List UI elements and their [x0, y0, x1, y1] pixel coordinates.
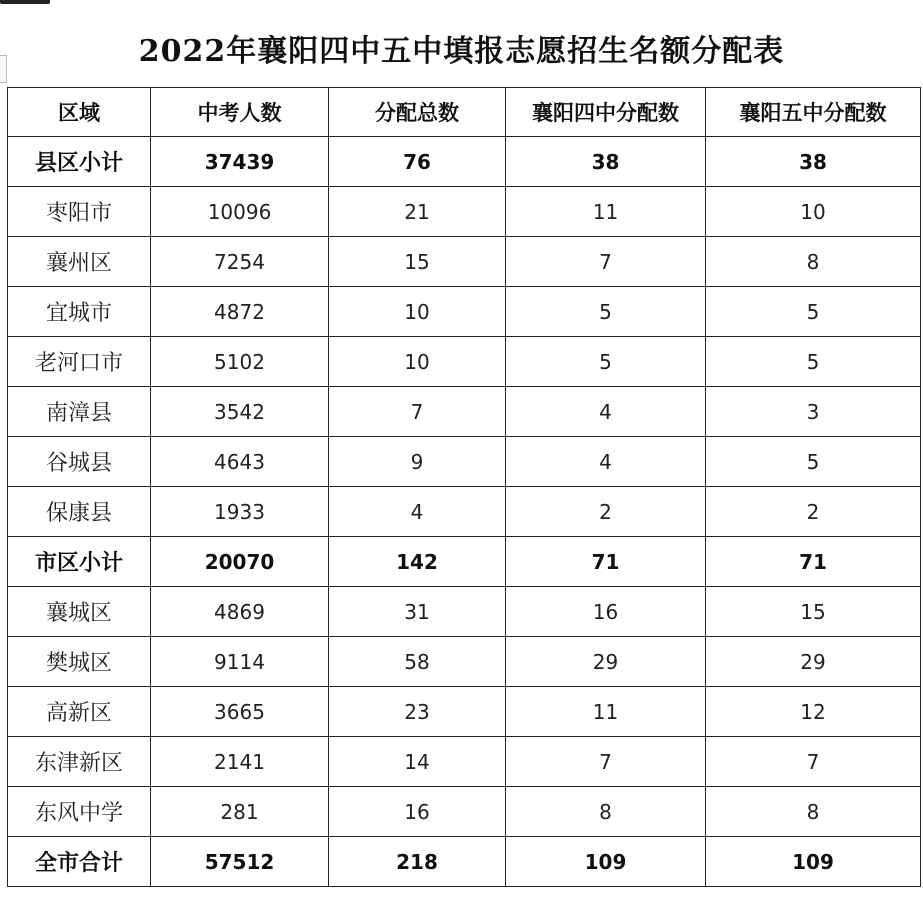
table-row — [8, 287, 921, 337]
region-cell: 高新区 — [8, 687, 151, 737]
wuzhong-cell: 5 — [706, 337, 921, 387]
total-cell: 15 — [329, 237, 506, 287]
table-header-row — [8, 88, 921, 137]
exam-count-cell: 281 — [151, 787, 329, 837]
total-cell: 16 — [329, 787, 506, 837]
table-row — [8, 437, 921, 487]
cropped-header-fragment — [0, 0, 50, 4]
table-row — [8, 487, 921, 537]
table-row — [8, 687, 921, 737]
region-cell: 东风中学 — [8, 787, 151, 837]
total-cell: 7 — [329, 387, 506, 437]
table-row — [8, 637, 921, 687]
region-cell: 谷城县 — [8, 437, 151, 487]
region-cell: 枣阳市 — [8, 187, 151, 237]
wuzhong-cell: 10 — [706, 187, 921, 237]
exam-count-cell: 9114 — [151, 637, 329, 687]
exam-count-cell: 20070 — [151, 537, 329, 587]
exam-count-cell: 7254 — [151, 237, 329, 287]
wuzhong-cell: 5 — [706, 437, 921, 487]
wuzhong-cell: 7 — [706, 737, 921, 787]
wuzhong-cell: 12 — [706, 687, 921, 737]
table-subtotal-row — [8, 137, 921, 187]
wuzhong-cell: 8 — [706, 787, 921, 837]
column-header-wuzhong: 襄阳五中分配数 — [706, 88, 921, 137]
exam-count-cell: 3542 — [151, 387, 329, 437]
total-cell: 4 — [329, 487, 506, 537]
sizhong-cell: 2 — [506, 487, 706, 537]
exam-count-cell: 4643 — [151, 437, 329, 487]
table-subtotal-row — [8, 837, 921, 887]
table-subtotal-row — [8, 537, 921, 587]
region-cell: 东津新区 — [8, 737, 151, 787]
exam-count-cell: 57512 — [151, 837, 329, 887]
sizhong-cell: 16 — [506, 587, 706, 637]
table-row — [8, 737, 921, 787]
total-cell: 10 — [329, 337, 506, 387]
region-cell: 保康县 — [8, 487, 151, 537]
sizhong-cell: 71 — [506, 537, 706, 587]
sizhong-cell: 109 — [506, 837, 706, 887]
region-cell: 襄城区 — [8, 587, 151, 637]
exam-count-cell: 37439 — [151, 137, 329, 187]
exam-count-cell: 2141 — [151, 737, 329, 787]
region-cell: 宜城市 — [8, 287, 151, 337]
exam-count-cell: 5102 — [151, 337, 329, 387]
region-cell: 樊城区 — [8, 637, 151, 687]
total-cell: 58 — [329, 637, 506, 687]
total-cell: 218 — [329, 837, 506, 887]
wuzhong-cell: 15 — [706, 587, 921, 637]
region-cell: 市区小计 — [8, 537, 151, 587]
page-title: 2022年襄阳四中五中填报志愿招生名额分配表 — [138, 34, 785, 69]
region-cell: 县区小计 — [8, 137, 151, 187]
sizhong-cell: 4 — [506, 387, 706, 437]
table-row — [8, 787, 921, 837]
column-header-exam-count: 中考人数 — [151, 88, 329, 137]
total-cell: 31 — [329, 587, 506, 637]
region-cell: 全市合计 — [8, 837, 151, 887]
sizhong-cell: 7 — [506, 237, 706, 287]
sizhong-cell: 38 — [506, 137, 706, 187]
column-header-sizhong: 襄阳四中分配数 — [506, 88, 706, 137]
sizhong-cell: 5 — [506, 287, 706, 337]
column-header-region: 区域 — [8, 88, 151, 137]
wuzhong-cell: 3 — [706, 387, 921, 437]
wuzhong-cell: 8 — [706, 237, 921, 287]
wuzhong-cell: 38 — [706, 137, 921, 187]
wuzhong-cell: 71 — [706, 537, 921, 587]
total-cell: 14 — [329, 737, 506, 787]
sizhong-cell: 7 — [506, 737, 706, 787]
sizhong-cell: 11 — [506, 187, 706, 237]
sizhong-cell: 11 — [506, 687, 706, 737]
sizhong-cell: 4 — [506, 437, 706, 487]
exam-count-cell: 10096 — [151, 187, 329, 237]
total-cell: 23 — [329, 687, 506, 737]
exam-count-cell: 1933 — [151, 487, 329, 537]
wuzhong-cell: 29 — [706, 637, 921, 687]
table-body — [8, 137, 921, 887]
exam-count-cell: 3665 — [151, 687, 329, 737]
region-cell: 老河口市 — [8, 337, 151, 387]
sizhong-cell: 8 — [506, 787, 706, 837]
table-row — [8, 187, 921, 237]
quota-allocation-table — [7, 87, 921, 887]
wuzhong-cell: 109 — [706, 837, 921, 887]
region-cell: 襄州区 — [8, 237, 151, 287]
table-row — [8, 237, 921, 287]
wuzhong-cell: 5 — [706, 287, 921, 337]
total-cell: 10 — [329, 287, 506, 337]
sizhong-cell: 5 — [506, 337, 706, 387]
exam-count-cell: 4872 — [151, 287, 329, 337]
total-cell: 9 — [329, 437, 506, 487]
total-cell: 76 — [329, 137, 506, 187]
table-row — [8, 387, 921, 437]
column-header-total: 分配总数 — [329, 88, 506, 137]
region-cell: 南漳县 — [8, 387, 151, 437]
total-cell: 142 — [329, 537, 506, 587]
table-row — [8, 587, 921, 637]
total-cell: 21 — [329, 187, 506, 237]
wuzhong-cell: 2 — [706, 487, 921, 537]
exam-count-cell: 4869 — [151, 587, 329, 637]
sizhong-cell: 29 — [506, 637, 706, 687]
table-row — [8, 337, 921, 387]
